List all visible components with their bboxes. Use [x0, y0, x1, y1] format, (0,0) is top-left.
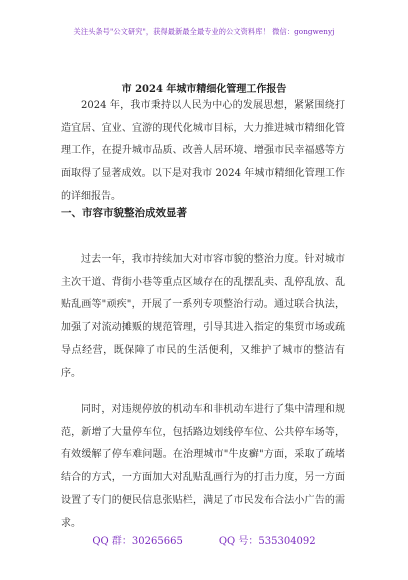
section-heading: 一、市容市貌整治成效显著 — [61, 207, 187, 219]
intro-paragraph: 2024 年，我市秉持以人民为中心的发展思想，紧紧围绕打造宜居、宜业、宜游的现代化城市目标，大力推进城市精细化管理工作，在提升城市品质、改善人居环境、增强市民幸福感等方面取得了显著成效。以下是对我市 2024 年城市精细化管理工作的详细报告。 — [61, 100, 345, 202]
header-banner: 关注头条号"公文研究"，获得最新最全最专业的公文资料库！ 微信：gongwenyj — [73, 27, 335, 36]
footer-contact — [0, 532, 408, 547]
body-paragraph: 同时，对违规停放的机动车和非机动车进行了集中清理和规范，新增了大量停车位，包括路边划线停车位、公共停车场等，有效缓解了停车难问题。在治理城市"牛皮癣"方面，采取了疏堵结合的方式，一方面加大对乱贴乱画行为的打击力度，另一方面设置了专门的便民信息张贴栏，满足了市民发布合法小广告的需求。 — [61, 404, 345, 529]
qq-group-label: QQ 群：30265665 — [92, 536, 183, 547]
qq-number-label: QQ 号：535304092 — [218, 536, 316, 547]
document-title: 市 2024 年城市精细化管理工作报告 — [121, 84, 287, 95]
body-paragraph: 过去一年，我市持续加大对市容市貌的整治力度。针对城市主次干道、背街小巷等重点区域存在的乱摆乱卖、乱停乱放、乱贴乱画等"顽疾"，开展了一系列专项整治行动。通过联合执法，加强了对流动摊贩的规范管理，引导其进入指定的集贸市场或疏导点经营，既保障了市民的生活便利，又维护了城市的整洁有序。 — [61, 254, 345, 379]
